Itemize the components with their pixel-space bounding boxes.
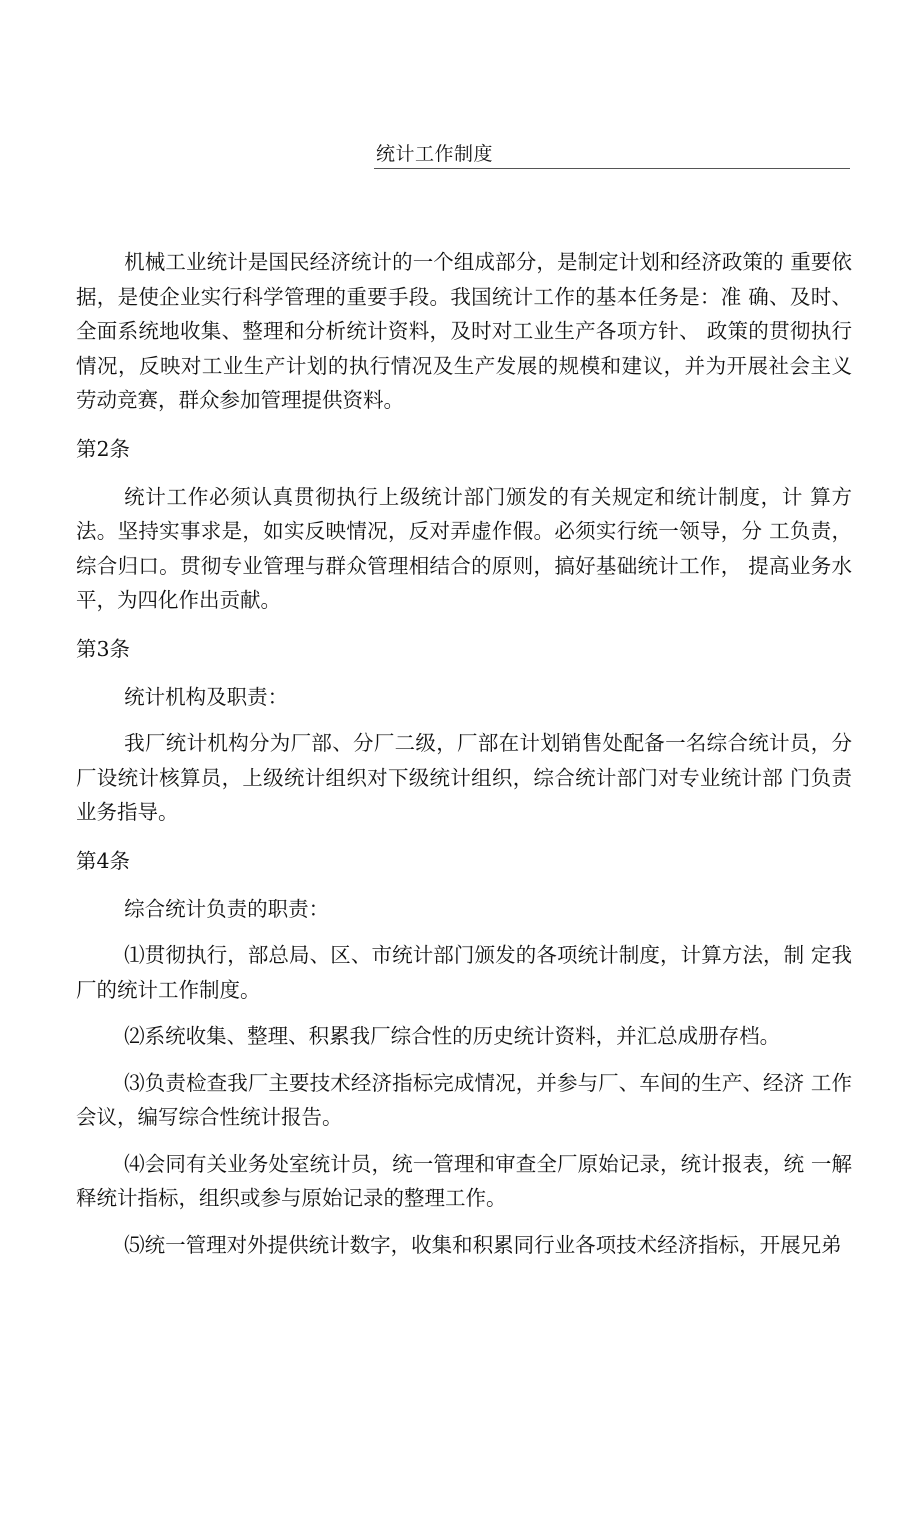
article-4-item: ⑸统一管理对外提供统计数字，收集和积累同行业各项技术经济指标，开展兄弟 bbox=[124, 1232, 842, 1257]
article-4-heading: 第4条 bbox=[76, 848, 131, 873]
header-title: 统计工作制度 bbox=[376, 143, 494, 165]
document-body bbox=[76, 245, 852, 1262]
article-4-item: ⑴贯彻执行，部总局、区、市统计部门颁发的各项统计制度，计算方法，制 定我厂的统计工作制度。 bbox=[76, 943, 852, 1002]
article-4-item: ⑵系统收集、整理、积累我厂综合性的历史统计资料，并汇总成册存档。 bbox=[124, 1024, 781, 1048]
article-4-subtitle: 综合统计负责的职责： bbox=[124, 896, 330, 921]
article-3-paragraph: 我厂统计机构分为厂部、分厂二级，厂部在计划销售处配备一名综合统计员，分厂设统计核算员，上级统计组织对下级统计组织，综合统计部门对专业统计部 门负责业务指导。 bbox=[76, 731, 852, 824]
article-2-paragraph: 统计工作必须认真贯彻执行上级统计部门颁发的有关规定和统计制度，计 算方法。坚持实事求是，如实反映情况，反对弄虚作假。必须实行统一领导，分 工负责，综合归口。贯彻专业管理与群众管理相结合的原则，搞好基础统计工作， 提高业务水平，为四化作出贡献。 bbox=[76, 484, 852, 612]
article-2-heading: 第2条 bbox=[76, 436, 131, 461]
article-3-subtitle: 统计机构及职责： bbox=[124, 684, 289, 709]
article-3-heading: 第3条 bbox=[76, 636, 131, 661]
intro-paragraph: 机械工业统计是国民经济统计的一个组成部分，是制定计划和经济政策的 重要依据，是使企业实行科学管理的重要手段。我国统计工作的基本任务是：准 确、及时、全面系统地收集、整理和分析统计资料，及时对工业生产各项方针、 政策的贯彻执行情况，反映对工业生产计划的执行情况及生产发展的规模和建议，并为开展社会主义劳动竞赛，群众参加管理提供资料。 bbox=[76, 250, 852, 412]
page-header bbox=[374, 142, 850, 169]
article-4-item: ⑷会同有关业务处室统计员，统一管理和审查全厂原始记录，统计报表，统 一解释统计指标，组织或参与原始记录的整理工作。 bbox=[76, 1151, 852, 1210]
article-4-item: ⑶负责检查我厂主要技术经济指标完成情况，并参与厂、车间的生产、经济 工作会议，编写综合性统计报告。 bbox=[76, 1070, 852, 1129]
